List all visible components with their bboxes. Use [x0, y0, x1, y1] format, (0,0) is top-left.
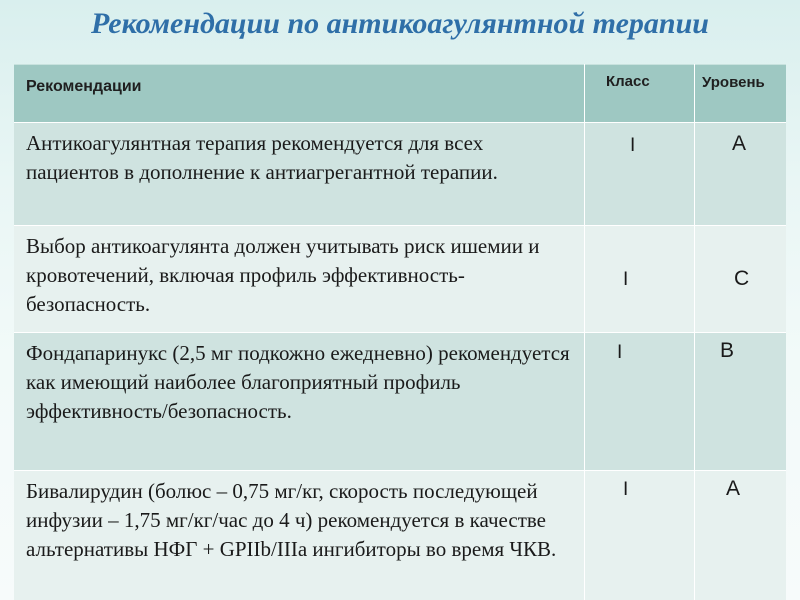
level-value: C	[734, 267, 750, 290]
class-value: I	[617, 342, 623, 363]
class-value: I	[630, 135, 636, 156]
recommendation-text: Бивалирудин (болюс – 0,75 мг/кг, скорость последующей инфузии – 1,75 мг/кг/час до 4 ч) рекомендуется в качестве альтернативы НФГ + GPIIb/IIIa ингибиторы во время ЧКВ.	[26, 479, 557, 561]
recommendation-text: Антикоагулянтная терапия рекомендуется для всех пациентов в дополнение к антиагрегантной терапии.	[26, 131, 498, 184]
level-value: A	[732, 132, 747, 155]
class-value: I	[623, 269, 629, 290]
slide-title: Рекомендации по антикоагулянтной терапии	[91, 7, 709, 40]
header-level: Уровень	[702, 74, 765, 91]
level-value: B	[720, 339, 735, 362]
recommendation-text: Фондапаринукс (2,5 мг подкожно ежедневно) рекомендуется как имеющий наиболее благоприятный профиль эффективность/безопасность.	[26, 341, 570, 423]
recommendation-text: Выбор антикоагулянта должен учитывать риск ишемии и кровотечений, включая профиль эффективность-безопасность.	[26, 234, 540, 316]
table-row	[14, 332, 786, 470]
column-divider	[584, 64, 585, 600]
table-row	[14, 225, 786, 332]
column-divider	[694, 64, 695, 600]
header-class: Класс	[606, 73, 650, 90]
recommendations-table	[14, 64, 786, 600]
table-row	[14, 122, 786, 225]
header-recommendation: Рекомендации	[26, 78, 142, 95]
level-value: A	[726, 477, 741, 500]
table-row	[14, 470, 786, 600]
class-value: I	[623, 479, 629, 500]
table-header-row	[14, 64, 786, 122]
